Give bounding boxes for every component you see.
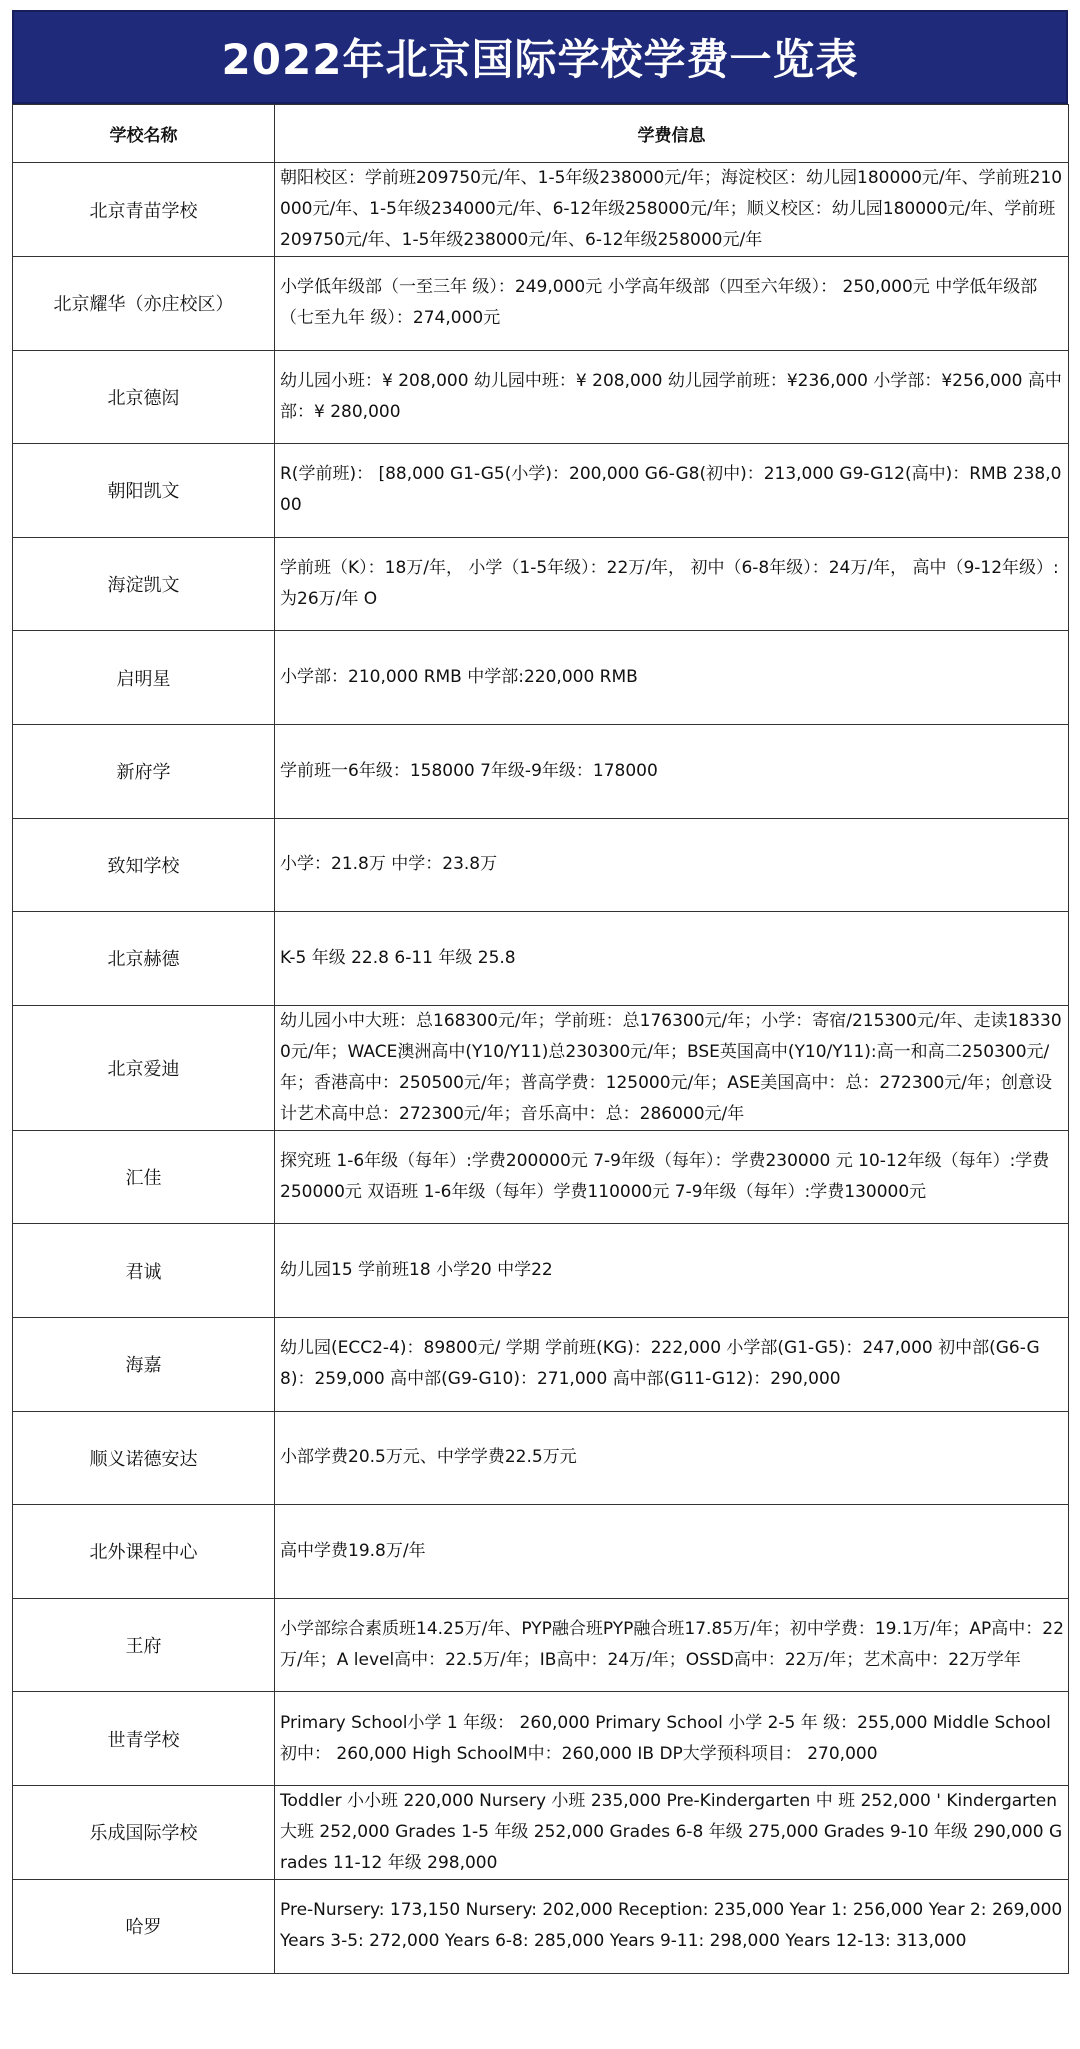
- school-name-cell: 君诚: [13, 1224, 275, 1318]
- header-school-name: 学校名称: [13, 105, 275, 163]
- school-name-cell: 海嘉: [13, 1317, 275, 1411]
- table-row: [13, 1505, 1069, 1599]
- fee-info-cell: 幼儿园小中大班：总168300元/年；学前班：总176300元/年；小学：寄宿/215300元/年、走读183300元/年；WACE澳洲高中(Y10/Y11)总230300元/年；BSE英国高中(Y10/Y11):高一和高二250300元/年；香港高中：250500元/年；普高学费：125000元/年；ASE美国高中：总：272300元/年；创意设计艺术高中总：272300元/年；音乐高中：总：286000元/年: [275, 1005, 1069, 1130]
- table-row: [13, 1224, 1069, 1318]
- fee-info-cell: 学前班（K）：18万/年， 小学（1-5年级）：22万/年， 初中（6-8年级）：24万/年， 高中（9-12年级）:为26万/年 O: [275, 537, 1069, 631]
- header-row: [13, 105, 1069, 163]
- school-name-cell: 北京赫德: [13, 912, 275, 1006]
- fee-info-cell: 小部学费20.5万元、中学学费22.5万元: [275, 1411, 1069, 1505]
- table-row: [13, 1692, 1069, 1786]
- school-name-cell: 朝阳凯文: [13, 444, 275, 538]
- fee-info-cell: R(学前班)： [88,000 G1-G5(小学)：200,000 G6-G8(初中)：213,000 G9-G12(高中)：RMB 238,000: [275, 444, 1069, 538]
- fee-info-cell: 幼儿园(ECC2-4)：89800元/ 学期 学前班(KG)：222,000 小学部(G1-G5)：247,000 初中部(G6-G8)：259,000 高中部(G9-G10)：271,000 高中部(G11-G12)：290,000: [275, 1317, 1069, 1411]
- school-name-cell: 海淀凯文: [13, 537, 275, 631]
- fee-info-cell: 小学低年级部（一至三年 级）：249,000元 小学高年级部（四至六年级）： 250,000元 中学低年级部（七至九年 级）：274,000元: [275, 257, 1069, 351]
- table-row: [13, 1130, 1069, 1224]
- table-row: [13, 444, 1069, 538]
- table-row: [13, 1785, 1069, 1879]
- table-row: [13, 1598, 1069, 1692]
- table-row: [13, 537, 1069, 631]
- header-fee-info: 学费信息: [275, 105, 1069, 163]
- fee-info-cell: Toddler 小小班 220,000 Nursery 小班 235,000 Pre-Kindergarten 中 班 252,000 ' Kindergarten 大班 252,000 Grades 1-5 年级 252,000 Grades 6-8 年级 275,000 Grades 9-10 年级 290,000 Grades 11-12 年级 298,000: [275, 1785, 1069, 1879]
- tuition-table: [12, 104, 1069, 1974]
- school-name-cell: 世青学校: [13, 1692, 275, 1786]
- fee-info-cell: 小学：21.8万 中学：23.8万: [275, 818, 1069, 912]
- fee-info-cell: K-5 年级 22.8 6-11 年级 25.8: [275, 912, 1069, 1006]
- table-row: [13, 818, 1069, 912]
- fee-info-cell: 学前班一6年级：158000 7年级-9年级：178000: [275, 724, 1069, 818]
- title-banner: [12, 10, 1068, 104]
- fee-info-cell: 高中学费19.8万/年: [275, 1505, 1069, 1599]
- school-name-cell: 致知学校: [13, 818, 275, 912]
- fee-info-cell: 探究班 1-6年级（每年）:学费200000元 7-9年级（每年）：学费230000 元 10-12年级（每年）:学费 250000元 双语班 1-6年级（每年）学费110000元 7-9年级（每年）:学费130000元: [275, 1130, 1069, 1224]
- page-title: 2022年北京国际学校学费一览表: [221, 35, 859, 84]
- table-row: [13, 350, 1069, 444]
- table-row: [13, 1317, 1069, 1411]
- school-name-cell: 王府: [13, 1598, 275, 1692]
- school-name-cell: 北京青苗学校: [13, 163, 275, 257]
- table-row: [13, 1411, 1069, 1505]
- fee-info-cell: 小学部：210,000 RMB 中学部:220,000 RMB: [275, 631, 1069, 725]
- school-name-cell: 北外课程中心: [13, 1505, 275, 1599]
- fee-info-cell: 朝阳校区：学前班209750元/年、1-5年级238000元/年；海淀校区：幼儿园180000元/年、学前班210000元/年、1-5年级234000元/年、6-12年级258000元/年；顺义校区：幼儿园180000元/年、学前班209750元/年、1-5年级238000元/年、6-12年级258000元/年: [275, 163, 1069, 257]
- table-row: [13, 912, 1069, 1006]
- table-body: [13, 163, 1069, 1974]
- table-row: [13, 1879, 1069, 1973]
- fee-info-cell: Pre-Nursery: 173,150 Nursery: 202,000 Reception: 235,000 Year 1: 256,000 Year 2: 269,000 Years 3-5: 272,000 Years 6-8: 285,000 Years 9-11: 298,000 Years 12-13: 313,000: [275, 1879, 1069, 1973]
- table-row: [13, 257, 1069, 351]
- fee-info-cell: Primary School小学 1 年级： 260,000 Primary School 小学 2-5 年 级：255,000 Middle School 初中： 260,000 High SchoolM中：260,000 IB DP大学预科项目： 270,000: [275, 1692, 1069, 1786]
- school-name-cell: 顺义诺德安达: [13, 1411, 275, 1505]
- school-name-cell: 哈罗: [13, 1879, 275, 1973]
- table-row: [13, 724, 1069, 818]
- fee-info-cell: 幼儿园15 学前班18 小学20 中学22: [275, 1224, 1069, 1318]
- table-row: [13, 631, 1069, 725]
- school-name-cell: 乐成国际学校: [13, 1785, 275, 1879]
- table-row: [13, 163, 1069, 257]
- school-name-cell: 启明星: [13, 631, 275, 725]
- table-row: [13, 1005, 1069, 1130]
- fee-info-cell: 小学部综合素质班14.25万/年、PYP融合班PYP融合班17.85万/年；初中学费：19.1万/年；AP高中：22万/年；A level高中：22.5万/年；IB高中：24万/年；OSSD高中：22万/年；艺术高中：22万学年: [275, 1598, 1069, 1692]
- fee-info-cell: 幼儿园小班：¥ 208,000 幼儿园中班：¥ 208,000 幼儿园学前班：¥236,000 小学部：¥256,000 高中部：¥ 280,000: [275, 350, 1069, 444]
- school-name-cell: 北京爱迪: [13, 1005, 275, 1130]
- school-name-cell: 北京德闳: [13, 350, 275, 444]
- school-name-cell: 北京耀华（亦庄校区）: [13, 257, 275, 351]
- school-name-cell: 新府学: [13, 724, 275, 818]
- school-name-cell: 汇佳: [13, 1130, 275, 1224]
